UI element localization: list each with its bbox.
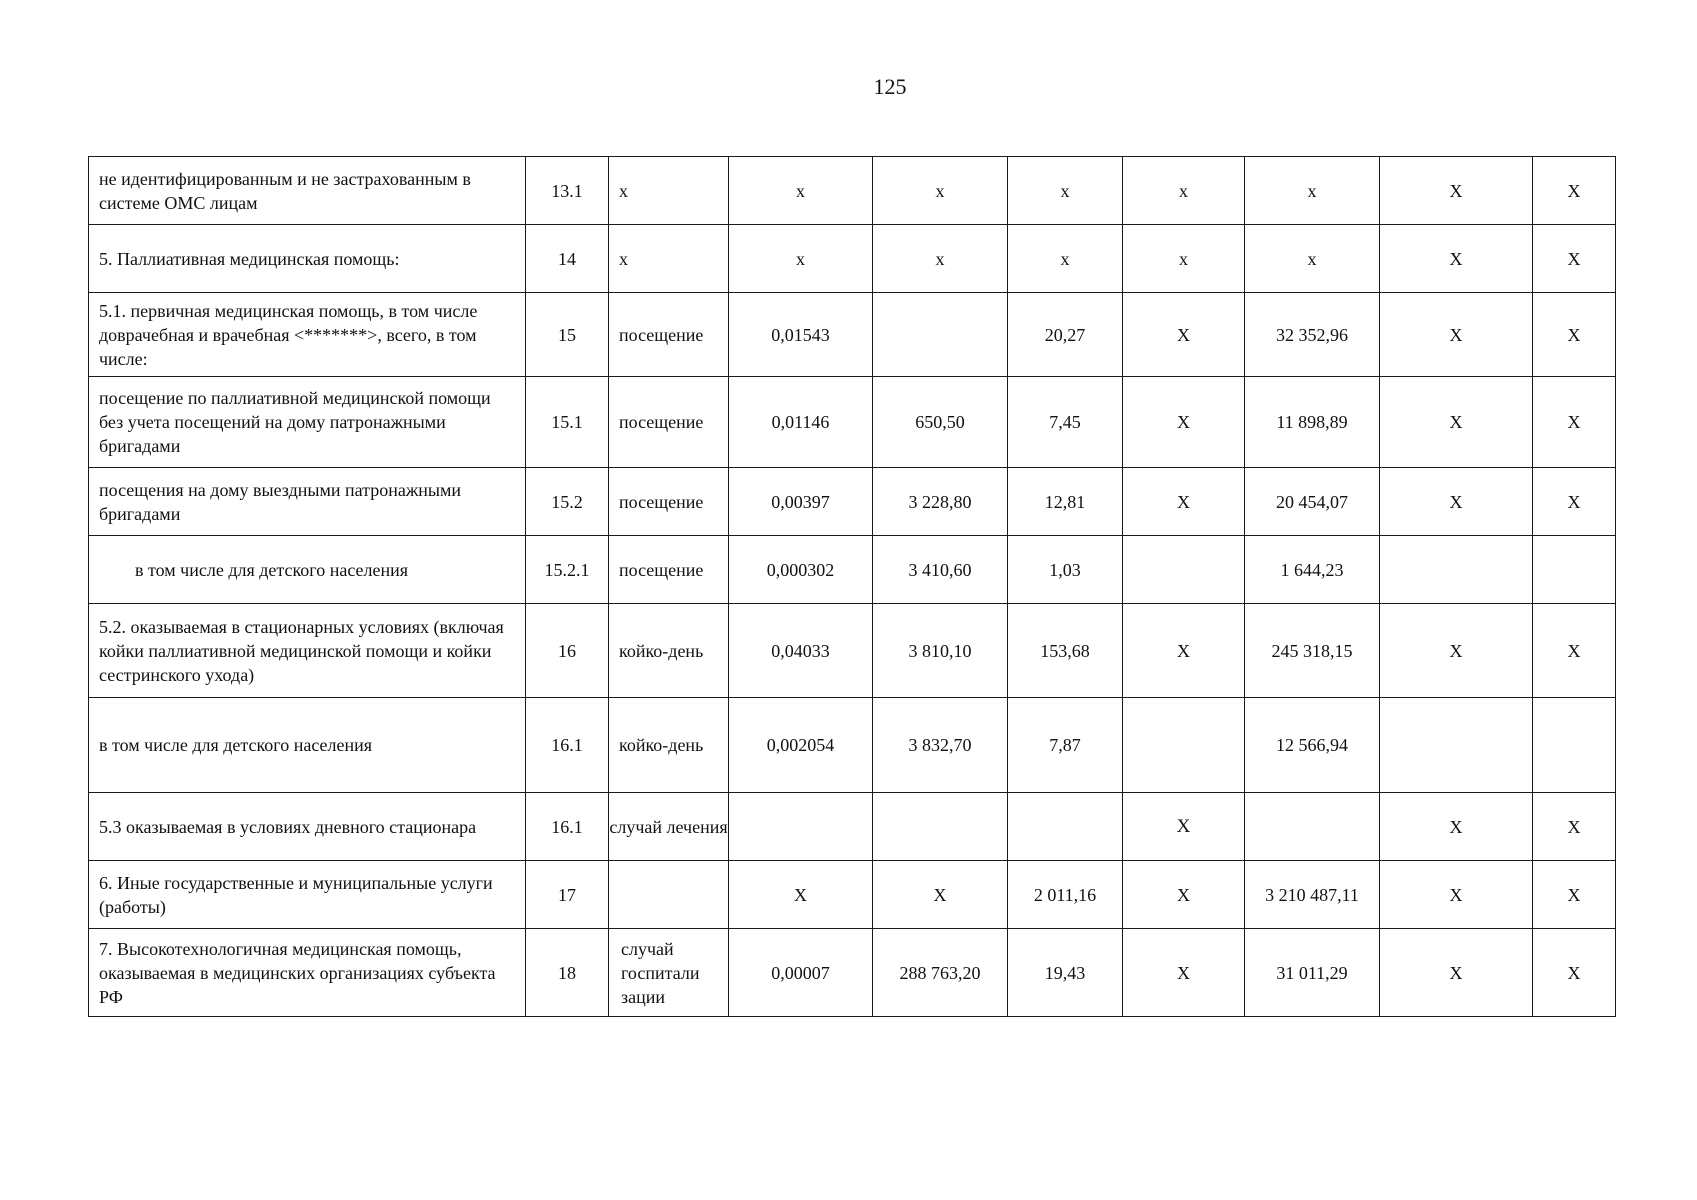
row-value: 0,01146 [729,377,873,468]
row-mark: Х [1533,861,1616,929]
row-value: 11 898,89 [1245,377,1380,468]
row-unit: х [609,225,729,293]
row-mark: Х [1533,225,1616,293]
row-value: х [873,157,1008,225]
row-value: 245 318,15 [1245,604,1380,698]
row-mark: Х [1380,225,1533,293]
row-name: посещение по паллиативной медицинской помощи без учета посещений на дому патронажными бригадами [89,377,526,468]
row-value: 3 832,70 [873,698,1008,793]
row-mark [1380,536,1533,604]
row-name: не идентифицированным и не застрахованным в системе ОМС лицам [89,157,526,225]
row-mark [1380,698,1533,793]
row-mark: Х [1380,604,1533,698]
row-value: 31 011,29 [1245,929,1380,1017]
row-mark: Х [1380,861,1533,929]
row-value: х [1123,157,1245,225]
page-number: 125 [873,74,907,99]
row-code: 13.1 [526,157,609,225]
row-value: х [1245,157,1380,225]
row-mark: Х [1380,793,1533,861]
row-name: 6. Иные государственные и муниципальные услуги (работы) [89,861,526,929]
row-value: Х [729,861,873,929]
row-value: 32 352,96 [1245,293,1380,377]
row-value: 0,000302 [729,536,873,604]
row-name: 5.3 оказываемая в условиях дневного стационара [89,793,526,861]
data-table [88,156,1616,1017]
row-code: 15 [526,293,609,377]
row-name: 5.2. оказываемая в стационарных условиях (включая койки паллиативной медицинской помощи и койки сестринского ухода) [89,604,526,698]
row-code: 16.1 [526,698,609,793]
row-value: х [729,157,873,225]
row-unit: случай лечения [609,793,729,861]
row-value: Х [1123,929,1245,1017]
row-value: 12 566,94 [1245,698,1380,793]
row-mark: Х [1533,293,1616,377]
row-unit [609,861,729,929]
row-unit: случай госпитали зации [609,929,729,1017]
table-row [89,225,1616,293]
row-value: х [873,225,1008,293]
row-value: 3 210 487,11 [1245,861,1380,929]
row-value: 1 644,23 [1245,536,1380,604]
row-value: 2 011,16 [1008,861,1123,929]
row-value: Х [1123,377,1245,468]
row-mark [1533,536,1616,604]
row-value: 7,87 [1008,698,1123,793]
row-value [1008,793,1123,861]
row-value: Х [1123,293,1245,377]
table-row [89,861,1616,929]
row-code: 15.2 [526,468,609,536]
table-row [89,377,1616,468]
row-mark: Х [1533,929,1616,1017]
row-value: х [729,225,873,293]
row-value: 3 810,10 [873,604,1008,698]
row-value: 1,03 [1008,536,1123,604]
row-value [1123,536,1245,604]
table-row [89,929,1616,1017]
row-unit: посещение [609,536,729,604]
row-value: х [1008,225,1123,293]
row-value: 650,50 [873,377,1008,468]
row-name: посещения на дому выездными патронажными бригадами [89,468,526,536]
row-value: х [1245,225,1380,293]
row-value: 0,01543 [729,293,873,377]
row-code: 15.2.1 [526,536,609,604]
table-row [89,293,1616,377]
row-value: 20,27 [1008,293,1123,377]
row-mark: Х [1533,157,1616,225]
row-value: Х [1123,468,1245,536]
table-row [89,604,1616,698]
row-value: Х [1123,604,1245,698]
row-mark: Х [1533,604,1616,698]
table-row [89,157,1616,225]
row-mark: Х [1380,293,1533,377]
table-row [89,698,1616,793]
row-value: Х [1123,861,1245,929]
row-value: Х [873,861,1008,929]
row-code: 14 [526,225,609,293]
row-value: 0,00397 [729,468,873,536]
row-name: в том числе для детского населения [89,536,526,604]
row-unit: х [609,157,729,225]
row-value [1245,793,1380,861]
row-unit: койко-день [609,698,729,793]
row-value: 12,81 [1008,468,1123,536]
row-name: 7. Высокотехнологичная медицинская помощь, оказываемая в медицинских организациях субъекта РФ [89,929,526,1017]
row-value: 0,04033 [729,604,873,698]
row-value [873,293,1008,377]
table-row [89,536,1616,604]
row-value: 153,68 [1008,604,1123,698]
row-code: 16.1 [526,793,609,861]
row-mark: Х [1380,929,1533,1017]
row-value [873,793,1008,861]
row-mark: Х [1380,468,1533,536]
row-code: 18 [526,929,609,1017]
row-value [729,793,873,861]
row-unit: посещение [609,293,729,377]
row-mark [1533,698,1616,793]
row-value: х [1123,225,1245,293]
row-mark: Х [1380,377,1533,468]
row-value: 288 763,20 [873,929,1008,1017]
row-value: 0,00007 [729,929,873,1017]
row-mark: Х [1533,793,1616,861]
row-code: 17 [526,861,609,929]
table-row [89,468,1616,536]
row-mark: Х [1380,157,1533,225]
row-value: 3 410,60 [873,536,1008,604]
row-unit: посещение [609,377,729,468]
row-mark: Х [1533,468,1616,536]
row-value [1123,698,1245,793]
row-value: 19,43 [1008,929,1123,1017]
row-name: 5.1. первичная медицинская помощь, в том числе доврачебная и врачебная <*******>, всего, в том числе: [89,293,526,377]
row-value: 0,002054 [729,698,873,793]
row-value: 3 228,80 [873,468,1008,536]
row-value: 20 454,07 [1245,468,1380,536]
row-value: Х [1123,793,1245,861]
row-value: х [1008,157,1123,225]
row-unit: посещение [609,468,729,536]
row-code: 16 [526,604,609,698]
row-code: 15.1 [526,377,609,468]
row-name: 5. Паллиативная медицинская помощь: [89,225,526,293]
table-row [89,793,1616,861]
row-mark: Х [1533,377,1616,468]
row-name: в том числе для детского населения [89,698,526,793]
row-value: 7,45 [1008,377,1123,468]
row-unit: койко-день [609,604,729,698]
